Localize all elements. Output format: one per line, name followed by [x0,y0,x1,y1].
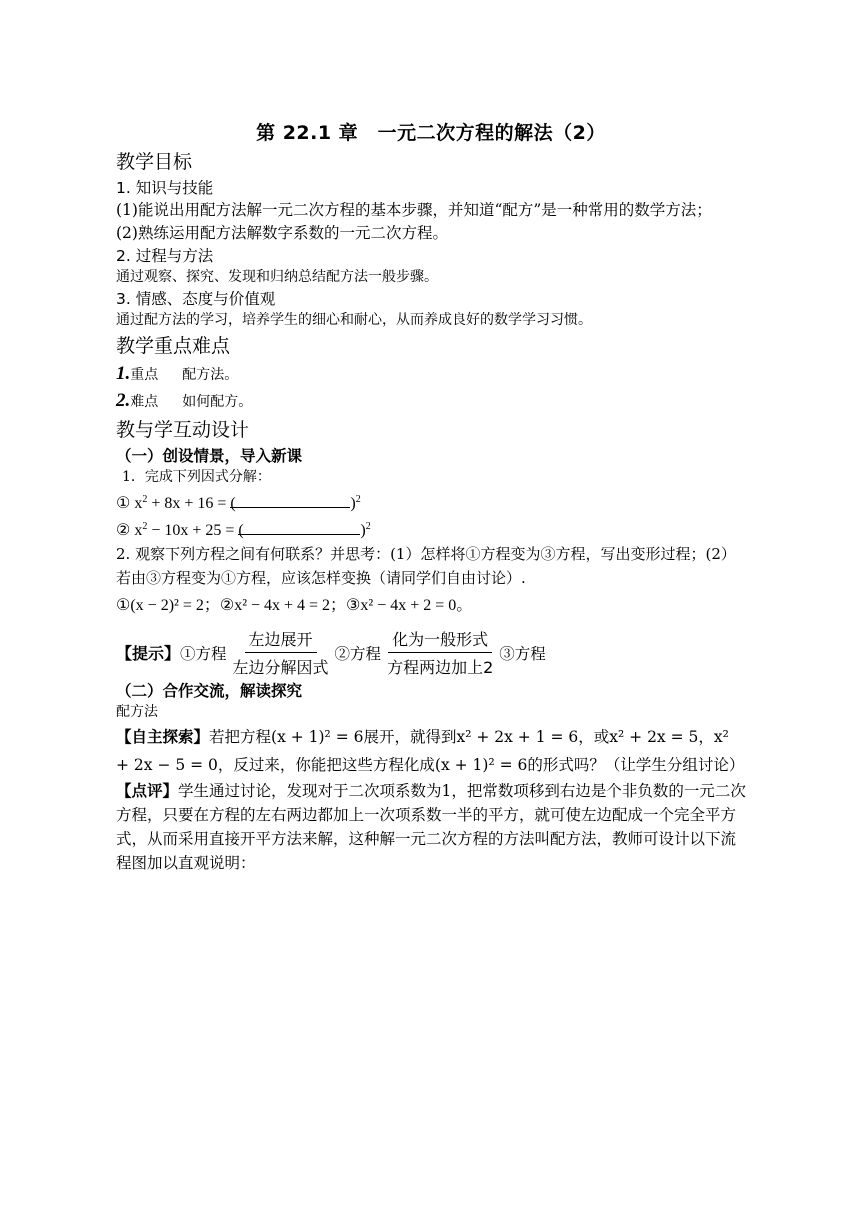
key1-text: 配方法。 [182,367,239,383]
eq2-rest: − 10x + 25 = [147,522,239,539]
goal1-heading: 1. 知识与技能 [116,179,214,197]
hint-fraction-2 [383,627,497,678]
goal1-item1: (1)能说出用配方法解一元二次方程的基本步骤，并知道“配方”是一种常用的数学方法； [116,201,712,219]
hint-fraction-1-top: 左边展开 [245,627,317,653]
difficulty-row [116,388,746,415]
answer-blank-1[interactable]: ( [230,492,350,508]
goals-heading: 教学目标 [116,151,193,173]
question1-equation1: ① $x^2 + 8x + 16$ = ( )$^2$ [116,494,361,512]
explore-label: 【自主探索】 [116,728,210,746]
hint-fraction-1-bottom: 左边分解因式 [232,658,329,677]
hint-eq1: ①方程 [180,644,227,663]
question1-equation2: ② $x^2 - 10x + 25$ = ( )$^2$ [116,521,371,539]
part1-heading: （一）创设情景，导入新课 [116,447,303,465]
goal3-text: 通过配方法的学习，培养学生的细心和耐心，从而养成良好的数学学习习惯。 [116,312,592,328]
eq1-rest: + 8x + 16 = [147,495,231,512]
keypoints-heading: 教学重点难点 [116,335,231,357]
comment-label: 【点评】 [116,782,179,800]
explore-paragraph [116,723,746,779]
hint-fraction-1 [229,627,333,678]
document-page [116,118,746,875]
eq1-lhs: ① x [116,495,143,512]
question2-text: 2. 观察下列方程之间有何联系？并思考：(1）怎样将①方程变为③方程，写出变形过程；(2）若由③方程变为①方程，应该怎样变换（请同学们自由讨论）. [116,545,736,587]
goal2-text: 通过观察、探究、发现和归纳总结配方法一般步骤。 [116,269,438,285]
comment-text: 学生通过讨论，发现对于二次项系数为1，把常数项移到右边是个非负数的一元二次方程，只要在方程的左右两边都加上一次项系数一半的平方，就可使左边配成一个完全平方式，从而采用直接开平方法来解，这种解一元二次方程的方法叫配方法，教师可设计以下流程图加以直观说明： [116,782,746,872]
key-point-row [116,361,746,388]
key1-label: 重点 [130,367,159,383]
key1-number: 1. [116,363,131,384]
answer-blank-2[interactable]: ( [238,519,360,535]
key2-number: 2. [116,390,131,411]
goal3-heading: 3. 情感、态度与价值观 [116,290,276,308]
hint-label: 【提示】 [116,644,181,663]
page-title: 第 22.1 章 一元二次方程的解法（2） [256,122,606,144]
question1-text: 1．完成下列因式分解： [122,469,271,485]
question2-equations: ①(x − 2)² = 2；②x² − 4x + 4 = 2；③x² − 4x + 2 = 0。 [116,597,473,614]
explore-text: 若把方程(x + 1)² = 6展开，就得到x² + 2x + 1 = 6，或x² + 2x = 5，x² + 2x − 5 = 0，反过来，你能把这些方程化成(x + 1)² = 6的形式吗？（让学生分组讨论） [116,728,745,774]
hint-fraction-2-top: 化为一般形式 [388,627,492,653]
eq2-lhs: ② x [116,522,143,539]
comment-paragraph [116,779,746,875]
goal1-item2: (2)熟练运用配方法解数字系数的一元二次方程。 [116,224,448,242]
method-label: 配方法 [116,704,158,720]
design-heading: 教与学互动设计 [116,419,250,441]
goal2-heading: 2. 过程与方法 [116,247,214,265]
hint-eq3: ③方程 [499,644,546,663]
key2-text: 如何配方。 [182,394,253,410]
key2-label: 难点 [130,394,159,410]
part2-heading: （二）合作交流，解读探究 [116,682,303,700]
hint-fraction-2-bottom: 方程两边加上2 [387,658,494,677]
hint-row [116,627,746,678]
hint-eq2: ②方程 [334,644,382,663]
